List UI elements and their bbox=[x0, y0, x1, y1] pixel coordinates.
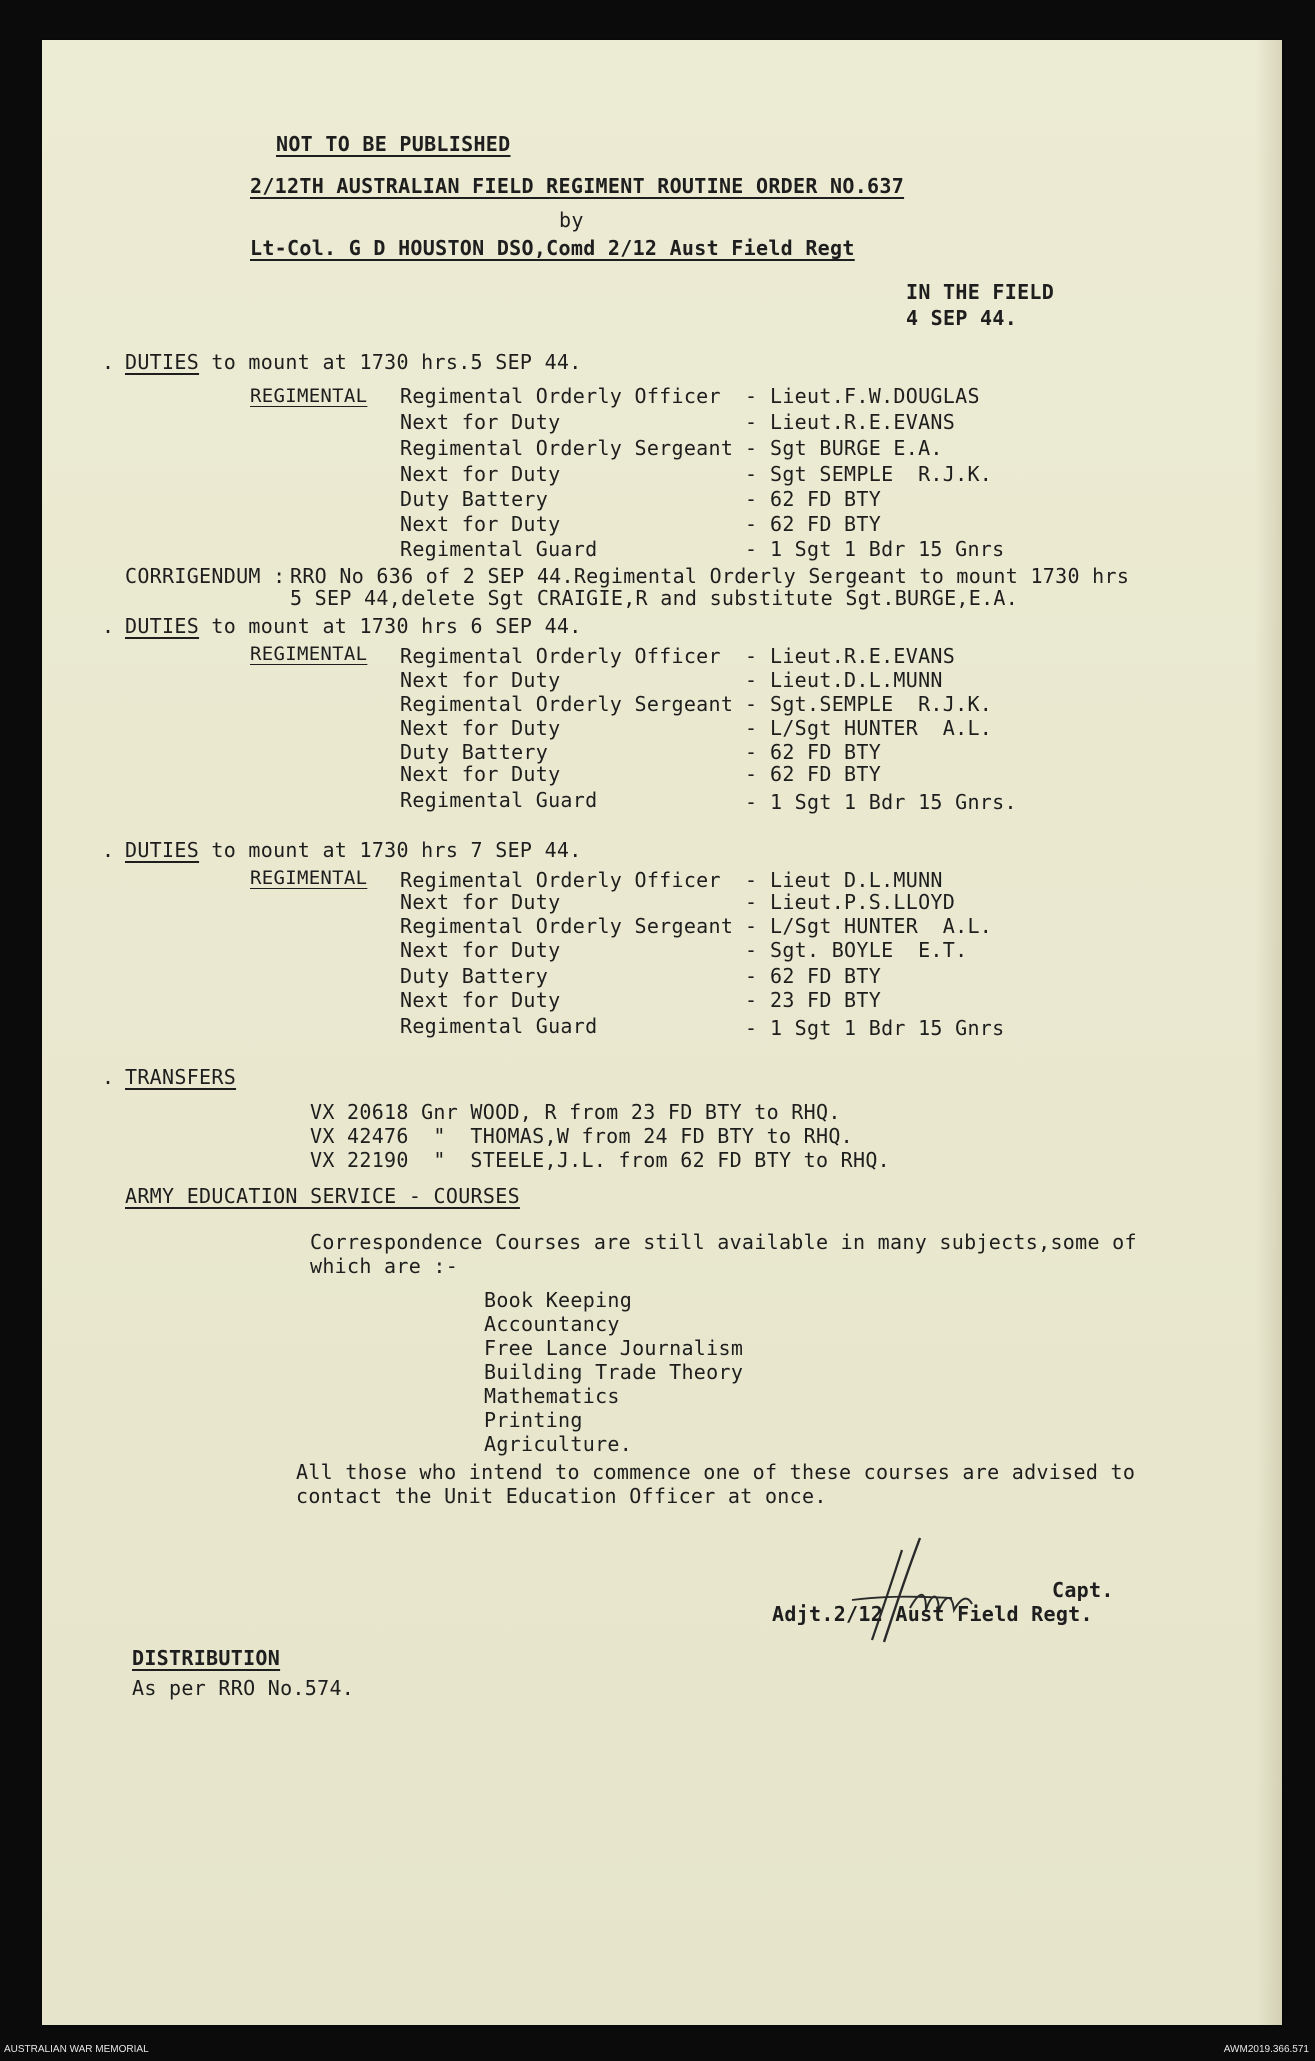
duty-value: 1 Sgt 1 Bdr 15 Gnrs bbox=[770, 1016, 1005, 1040]
section-heading: DUTIES to mount at 1730 hrs 6 SEP 44. bbox=[125, 614, 582, 638]
education-closing: contact the Unit Education Officer at once. bbox=[296, 1484, 827, 1508]
duty-role: Next for Duty bbox=[400, 462, 561, 486]
duty-role: Duty Battery bbox=[400, 487, 549, 511]
duty-role: Next for Duty bbox=[400, 988, 561, 1012]
distribution-heading: DISTRIBUTION bbox=[132, 1646, 281, 1670]
duty-value: Lieut.P.S.LLOYD bbox=[770, 890, 956, 914]
duty-role: Regimental Orderly Sergeant bbox=[400, 436, 734, 460]
section-number: . bbox=[102, 614, 115, 638]
course-item: Free Lance Journalism bbox=[484, 1336, 744, 1360]
duty-sep: - bbox=[745, 868, 758, 892]
duty-value: L/Sgt HUNTER A.L. bbox=[770, 716, 993, 740]
duty-value: L/Sgt HUNTER A.L. bbox=[770, 914, 993, 938]
duty-sep: - bbox=[745, 668, 758, 692]
section-number: . bbox=[102, 838, 115, 862]
duty-role: Next for Duty bbox=[400, 512, 561, 536]
section-number: . bbox=[102, 350, 115, 374]
duty-role: Next for Duty bbox=[400, 890, 561, 914]
duty-sep: - bbox=[745, 964, 758, 988]
duty-role: Regimental Orderly Sergeant bbox=[400, 692, 734, 716]
duty-value: Lieut.D.L.MUNN bbox=[770, 668, 943, 692]
course-item: Mathematics bbox=[484, 1384, 620, 1408]
group-label: REGIMENTAL bbox=[250, 643, 368, 665]
duty-role: Regimental Orderly Officer bbox=[400, 868, 721, 892]
duty-sep: - bbox=[745, 644, 758, 668]
duty-role: Next for Duty bbox=[400, 410, 561, 434]
issue-date: 4 SEP 44. bbox=[906, 306, 1018, 330]
duty-value: Lieut D.L.MUNN bbox=[770, 868, 943, 892]
duty-value: 1 Sgt 1 Bdr 15 Gnrs. bbox=[770, 790, 1017, 814]
course-item: Building Trade Theory bbox=[484, 1360, 744, 1384]
duty-sep: - bbox=[745, 762, 758, 786]
by-line: by bbox=[559, 208, 584, 232]
duty-sep: - bbox=[745, 487, 758, 511]
duty-value: 1 Sgt 1 Bdr 15 Gnrs bbox=[770, 537, 1005, 561]
duty-role: Regimental Guard bbox=[400, 788, 598, 812]
duty-sep: - bbox=[745, 890, 758, 914]
duty-role: Regimental Orderly Officer bbox=[400, 384, 721, 408]
duty-sep: - bbox=[745, 740, 758, 764]
duty-sep: - bbox=[745, 537, 758, 561]
duty-role: Next for Duty bbox=[400, 668, 561, 692]
duty-value: 62 FD BTY bbox=[770, 740, 882, 764]
duty-value: 62 FD BTY bbox=[770, 512, 882, 536]
duty-sep: - bbox=[745, 1016, 758, 1040]
section-number: . bbox=[102, 1065, 115, 1089]
duty-value: Lieut.R.E.EVANS bbox=[770, 644, 956, 668]
corrigendum-label: CORRIGENDUM : bbox=[125, 564, 286, 588]
section-heading: ARMY EDUCATION SERVICE - COURSES bbox=[125, 1184, 520, 1208]
duty-role: Duty Battery bbox=[400, 964, 549, 988]
duty-sep: - bbox=[745, 716, 758, 740]
transfer-line: VX 22190 " STEELE,J.L. from 62 FD BTY to RHQ. bbox=[310, 1148, 891, 1172]
course-item: Agriculture. bbox=[484, 1432, 633, 1456]
transfer-line: VX 20618 Gnr WOOD, R from 23 FD BTY to RHQ. bbox=[310, 1100, 841, 1124]
duty-value: Lieut.F.W.DOUGLAS bbox=[770, 384, 980, 408]
duty-role: Duty Battery bbox=[400, 740, 549, 764]
location-line: IN THE FIELD bbox=[906, 280, 1055, 304]
group-label: REGIMENTAL bbox=[250, 385, 368, 407]
commander-line: Lt-Col. G D HOUSTON DSO,Comd 2/12 Aust Field Regt bbox=[250, 236, 855, 260]
signatory-appointment: Adjt.2/12 Aust Field Regt. bbox=[772, 1602, 1093, 1626]
duty-role: Regimental Orderly Officer bbox=[400, 644, 721, 668]
education-intro: which are :- bbox=[310, 1254, 459, 1278]
duty-value: Sgt SEMPLE R.J.K. bbox=[770, 462, 993, 486]
duty-sep: - bbox=[745, 988, 758, 1012]
section-heading: DUTIES to mount at 1730 hrs.5 SEP 44. bbox=[125, 350, 582, 374]
transfer-line: VX 42476 " THOMAS,W from 24 FD BTY to RHQ. bbox=[310, 1124, 854, 1148]
document-title: 2/12TH AUSTRALIAN FIELD REGIMENT ROUTINE ORDER NO.637 bbox=[250, 174, 905, 198]
duty-value: 62 FD BTY bbox=[770, 487, 882, 511]
duty-value: 62 FD BTY bbox=[770, 964, 882, 988]
course-item: Printing bbox=[484, 1408, 583, 1432]
duty-sep: - bbox=[745, 938, 758, 962]
document-page bbox=[42, 40, 1282, 2025]
education-intro: Correspondence Courses are still available in many subjects,some of bbox=[310, 1230, 1137, 1254]
duty-sep: - bbox=[745, 512, 758, 536]
duty-role: Next for Duty bbox=[400, 938, 561, 962]
duty-value: 23 FD BTY bbox=[770, 988, 882, 1012]
duty-sep: - bbox=[745, 462, 758, 486]
archive-reference: AWM2019.366.571 bbox=[1223, 2044, 1309, 2055]
duty-role: Regimental Orderly Sergeant bbox=[400, 914, 734, 938]
duty-role: Regimental Guard bbox=[400, 537, 598, 561]
duty-value: Lieut.R.E.EVANS bbox=[770, 410, 956, 434]
duty-sep: - bbox=[745, 436, 758, 460]
duty-sep: - bbox=[745, 692, 758, 716]
duty-value: Sgt.SEMPLE R.J.K. bbox=[770, 692, 993, 716]
restriction-heading: NOT TO BE PUBLISHED bbox=[276, 132, 511, 156]
archive-credit: AUSTRALIAN WAR MEMORIAL bbox=[4, 2044, 149, 2055]
course-item: Book Keeping bbox=[484, 1288, 633, 1312]
section-heading: TRANSFERS bbox=[125, 1065, 237, 1089]
duty-sep: - bbox=[745, 914, 758, 938]
duty-role: Next for Duty bbox=[400, 762, 561, 786]
duty-value: Sgt. BOYLE E.T. bbox=[770, 938, 968, 962]
education-closing: All those who intend to commence one of these courses are advised to bbox=[296, 1460, 1136, 1484]
distribution-text: As per RRO No.574. bbox=[132, 1676, 355, 1700]
duty-value: 62 FD BTY bbox=[770, 762, 882, 786]
handwritten-signature bbox=[842, 1530, 1042, 1660]
group-label: REGIMENTAL bbox=[250, 867, 368, 889]
duty-sep: - bbox=[745, 410, 758, 434]
signatory-rank: Capt. bbox=[1052, 1578, 1114, 1602]
duty-role: Next for Duty bbox=[400, 716, 561, 740]
course-item: Accountancy bbox=[484, 1312, 620, 1336]
duty-sep: - bbox=[745, 790, 758, 814]
corrigendum-line-2: 5 SEP 44,delete Sgt CRAIGIE,R and substitute Sgt.BURGE,E.A. bbox=[290, 586, 1019, 610]
corrigendum-line-1: RRO No 636 of 2 SEP 44.Regimental Orderly Sergeant to mount 1730 hrs bbox=[290, 564, 1130, 588]
duty-sep: - bbox=[745, 384, 758, 408]
duty-value: Sgt BURGE E.A. bbox=[770, 436, 943, 460]
section-heading: DUTIES to mount at 1730 hrs 7 SEP 44. bbox=[125, 838, 582, 862]
duty-role: Regimental Guard bbox=[400, 1014, 598, 1038]
